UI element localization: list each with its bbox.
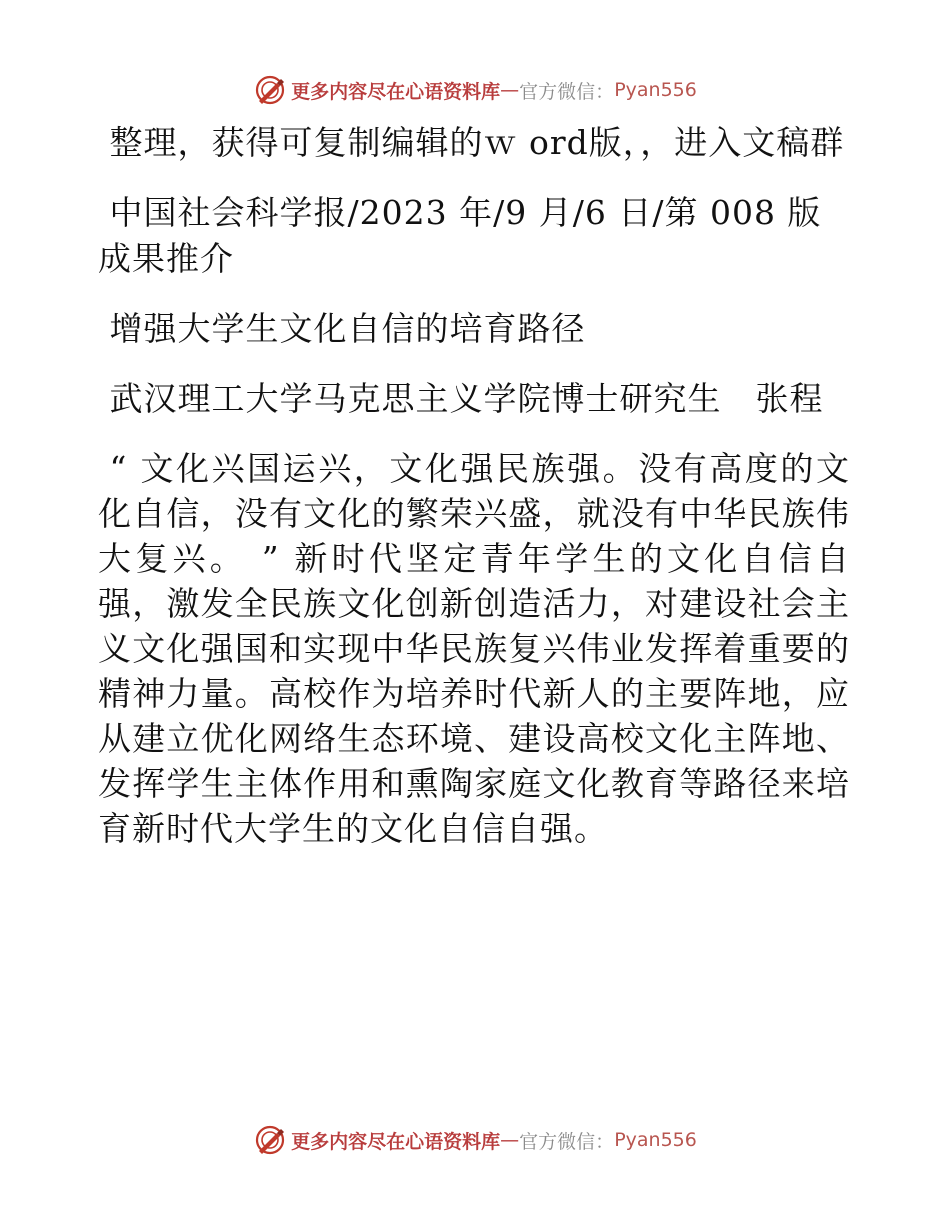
pen-logo-icon xyxy=(253,73,287,107)
watermark-official-label: 官方微信： xyxy=(519,1130,615,1153)
watermark-footer xyxy=(0,1120,950,1160)
watermark-wechat-id: Pyan556 xyxy=(614,1129,697,1151)
author-line: 武汉理工大学马克思主义学院博士研究生 张程 xyxy=(109,379,824,418)
source-line: 中国社会科学报/2023 年/9 月/6 日/第 008 版成果推介 xyxy=(98,193,822,278)
watermark-header xyxy=(0,70,950,110)
pen-logo-icon xyxy=(253,1123,287,1157)
notice-line: 整理，获得可复制编辑的ｗ ord版，，进入文稿群 xyxy=(109,123,845,162)
watermark-dash: — xyxy=(500,1129,520,1151)
watermark-wechat-id: Pyan556 xyxy=(614,79,697,101)
watermark-dash: — xyxy=(500,79,520,101)
watermark-official-label: 官方微信： xyxy=(519,80,615,103)
watermark-brand: 更多内容尽在心语资料库 xyxy=(291,1130,501,1153)
document-body xyxy=(98,120,850,851)
watermark-brand: 更多内容尽在心语资料库 xyxy=(291,80,501,103)
article-title: 增强大学生文化自信的培育路径 xyxy=(109,309,586,348)
body-paragraph: “ 文化兴国运兴，文化强民族强。没有高度的文化自信，没有文化的繁荣兴盛，就没有中华民族伟大复兴。 ” 新时代坚定青年学生的文化自信自强，激发全民族文化创新创造活力，对建设社会主义文化强国和实现中华民族复兴伟业发挥着重要的精神力量。高校作为培养时代新人的主要阵地，应从建立优化网络生态环境、建设高校文化主阵地、发挥学生主体作用和熏陶家庭文化教育等路径来培育新时代大学生的文化自信自强。 xyxy=(98,449,850,848)
